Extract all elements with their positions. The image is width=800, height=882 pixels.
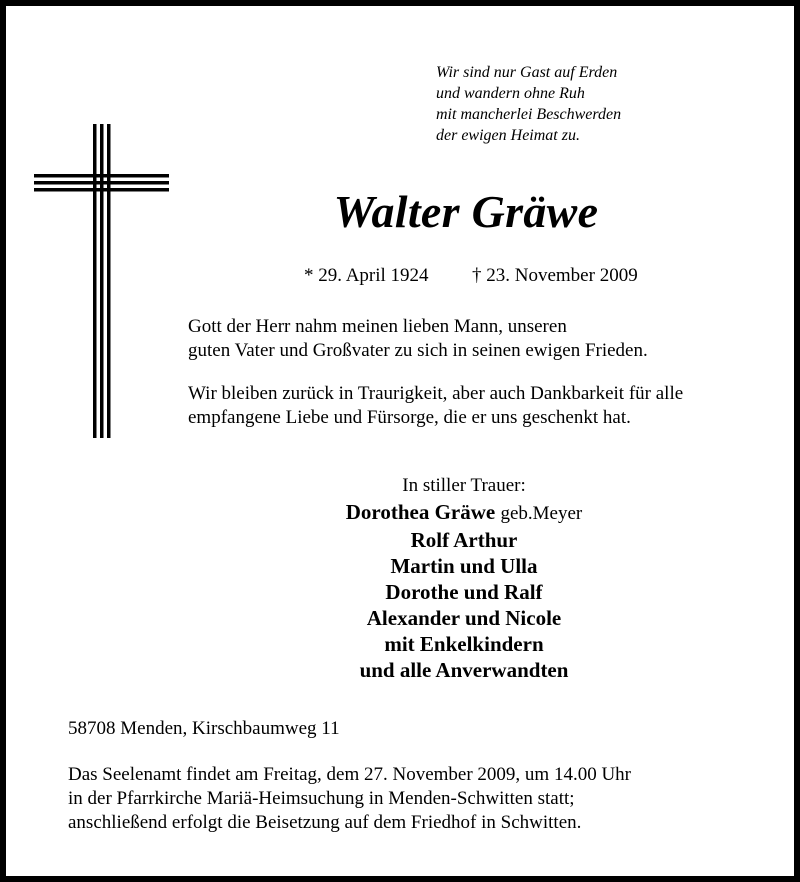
birth-date: * 29. April 1924 — [304, 265, 429, 286]
mourner-widow — [206, 499, 722, 527]
mourner-name: Martin und Ulla — [390, 554, 538, 578]
mourner-name: Alexander und Nicole — [366, 606, 562, 630]
mourner-name: Rolf Arthur — [410, 528, 518, 552]
verse — [436, 62, 776, 146]
verse-line: Wir sind nur Gast auf Erden — [436, 64, 618, 81]
mourners-intro: In stiller Trauer: — [402, 475, 526, 496]
text-line: empfangene Liebe und Fürsorge, die er uns geschenkt hat. — [188, 407, 631, 428]
mourner-name: und alle Anverwandten — [359, 658, 569, 682]
family-address: 58708 Menden, Kirschbaumweg 11 — [68, 718, 340, 739]
maiden-name: geb.Meyer — [500, 503, 583, 524]
verse-line: der ewigen Heimat zu. — [436, 127, 580, 144]
text-line: in der Pfarrkirche Mariä-Heimsuchung in Menden-Schwitten statt; — [68, 788, 575, 809]
text-line: Wir bleiben zurück in Traurigkeit, aber auch Dankbarkeit für alle — [188, 383, 684, 404]
text-line: anschließend erfolgt die Beisetzung auf dem Friedhof in Schwitten. — [68, 812, 582, 833]
deceased-name: Walter Gräwe — [333, 186, 599, 237]
funeral-service-info — [68, 763, 768, 835]
text-line: Das Seelenamt findet am Freitag, dem 27. November 2009, um 14.00 Uhr — [68, 764, 632, 785]
mourner-name: mit Enkelkindern — [384, 632, 544, 656]
death-date: † 23. November 2009 — [472, 265, 638, 286]
message-paragraph-1 — [188, 315, 768, 363]
text-line: Gott der Herr nahm meinen lieben Mann, unseren — [188, 316, 567, 337]
message-paragraph-2 — [188, 382, 768, 430]
text-line: guten Vater und Großvater zu sich in seinen ewigen Frieden. — [188, 340, 648, 361]
verse-line: und wandern ohne Ruh — [436, 85, 585, 102]
mourner-name: Dorothe und Ralf — [385, 580, 543, 604]
mourners-list — [206, 473, 722, 683]
mourner-name: Dorothea Gräwe — [345, 500, 496, 524]
cross-icon — [34, 124, 169, 438]
verse-line: mit mancherlei Beschwerden — [436, 106, 622, 123]
